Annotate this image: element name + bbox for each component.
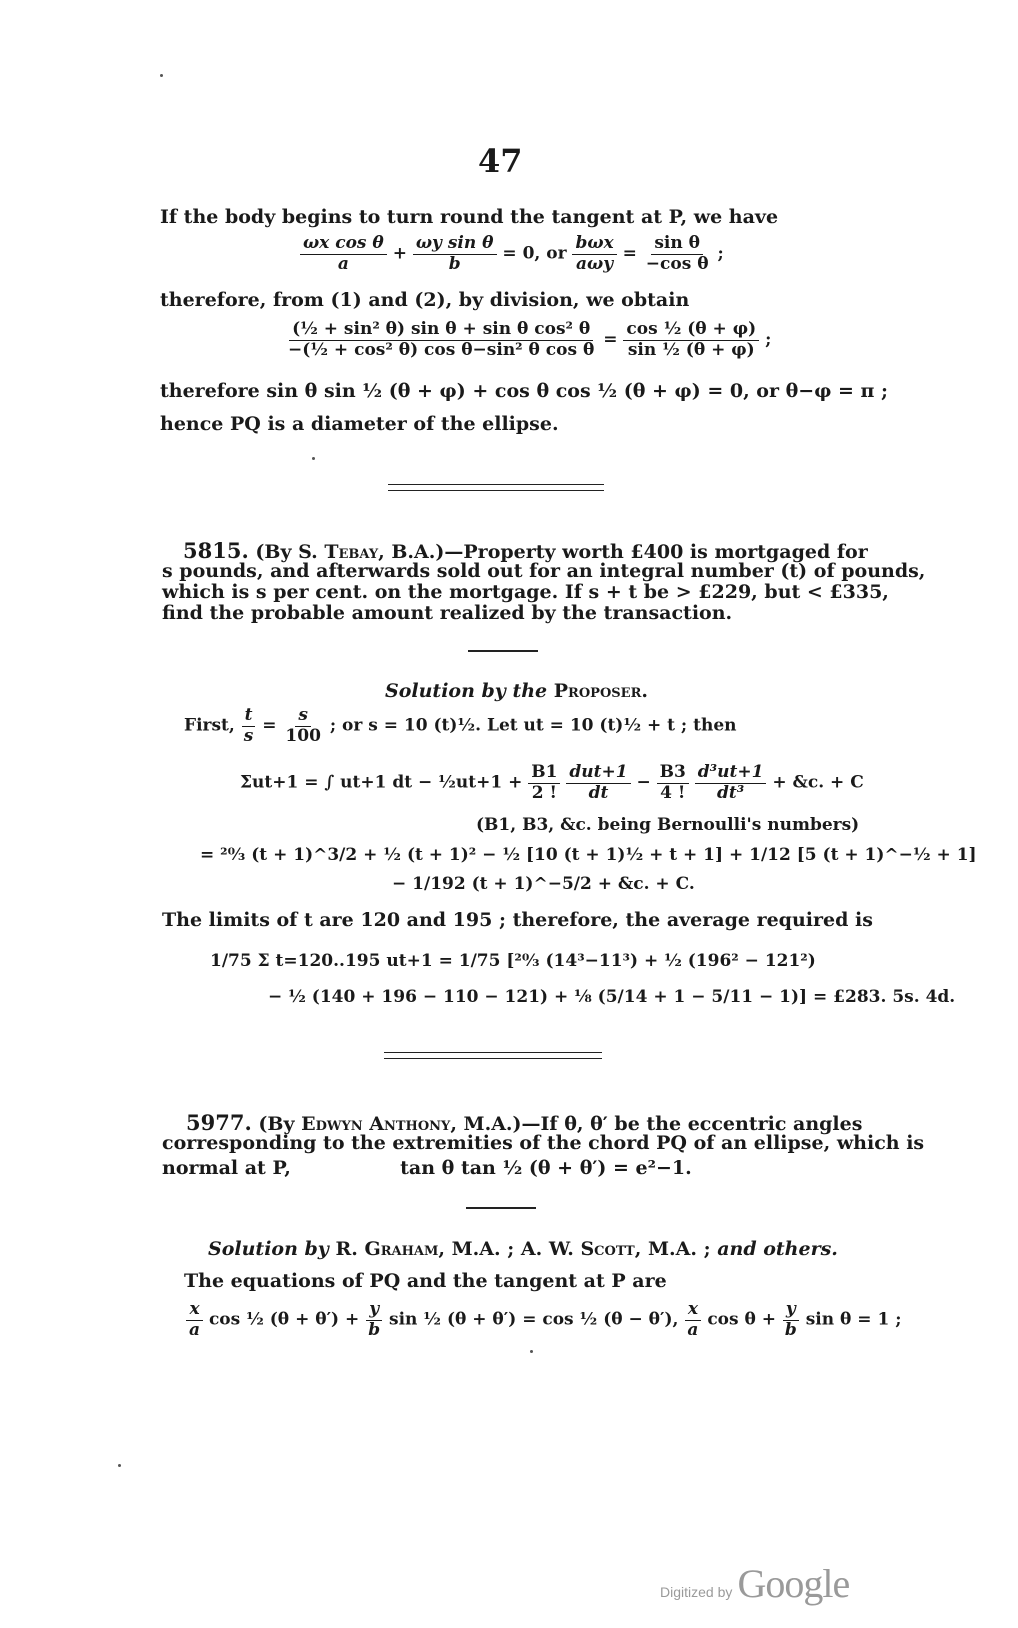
- top-line-2: therefore, from (1) and (2), by division, we obtain: [160, 289, 690, 311]
- fraction: $\frac{\text{(½ + sin² θ) sin θ + sin θ cos² θ}}{\text{−(½ + cos² θ) cos θ−sin² θ cos θ}}$: [288, 319, 595, 360]
- fraction: $\frac{y}{b}$: [368, 1299, 381, 1340]
- fraction: $\frac{x}{a}$: [186, 1300, 203, 1340]
- solution-5815-heading: Solution by the Proposer.: [385, 680, 648, 702]
- fraction: $\frac{t}{s}$: [241, 706, 257, 746]
- solution-5977-heading: Solution by R. Graham, M.A. ; A. W. Scott, M.A. ; and others.: [208, 1238, 838, 1260]
- google-watermark: [660, 1560, 849, 1607]
- fraction: $\frac{\text{ωx cos θ}}{a}$: [300, 234, 387, 274]
- question-5977-line-1: 5977. (By Edwyn Anthony, M.A.)—If θ, θ′ be the eccentric angles: [186, 1110, 863, 1135]
- solution-5815-line-4: = ²⁰⁄₃ (t + 1)^3/2 + ½ (t + 1)² − ½ [10 (t + 1)½ + t + 1] + 1/12 [5 (t + 1)^−½ + 1]: [200, 845, 977, 865]
- solution-5815-line-3: (B1, B3, &c. being Bernoulli's numbers): [476, 815, 860, 835]
- question-5815-line-1: 5815. (By S. Tebay, B.A.)—Property worth £400 is mortgaged for: [183, 538, 868, 563]
- print-speck: [118, 1464, 121, 1467]
- fraction: $\frac{\text{dut+1}}{dt}$: [566, 763, 630, 803]
- top-line-3: therefore sin θ sin ½ (θ + φ) + cos θ cos ½ (θ + φ) = 0, or θ−φ = π ;: [160, 380, 889, 402]
- fraction: $\frac{y}{b}$: [784, 1299, 797, 1340]
- solution-5815-line-5: − 1/192 (t + 1)^−5/2 + &c. + C.: [392, 874, 695, 894]
- question-number: 5815.: [183, 538, 249, 563]
- page-number: 47: [478, 142, 523, 180]
- question-5815-line-2: s pounds, and afterwards sold out for an integral number (t) of pounds,: [162, 560, 926, 582]
- solution-5977-line-2: $\frac{x}{a}$ cos ½ (θ + θ′) + $\frac{y}{b}$ sin ½ (θ + θ′) = cos ½ (θ − θ′), $\frac{x}{a}$ cos θ + $\frac{y}{b}$ sin θ = 1 ;: [186, 1300, 901, 1340]
- question-5815-line-3: which is s per cent. on the mortgage. If s + t be > £229, but < £335,: [162, 581, 889, 603]
- top-equation-1: $\frac{\text{ωx cos θ}}{a}$ + $\frac{\text{ωy sin θ}}{b}$ = 0, or $\frac{\text{bωx}}{\text{aωy}}$ = $\frac{\text{sin θ}}{\text{−cos θ}}$ ;: [300, 234, 724, 274]
- top-line-4: hence PQ is a diameter of the ellipse.: [160, 413, 559, 435]
- solution-5815-line-1: First, $\frac{t}{s}$ = $\frac{s}{100}$ ; or s = 10 (t)½. Let ut = 10 (t)½ + t ; then: [184, 705, 737, 746]
- section-divider: [388, 484, 604, 491]
- fraction: $\frac{\text{ωy sin θ}}{b}$: [413, 234, 497, 274]
- watermark-caption: Digitized by: [660, 1584, 733, 1600]
- fraction: $\frac{s}{100}$: [285, 705, 321, 746]
- fraction: $\frac{B1}{2 !}$: [528, 763, 560, 803]
- fraction: $\frac{\text{bωx}}{\text{aωy}}$: [572, 234, 616, 274]
- print-speck: [160, 74, 163, 77]
- print-speck: [312, 457, 315, 460]
- fraction: $\frac{B3}{4 !}$: [657, 763, 689, 803]
- solution-5815-line-7: 1/75 Σ t=120..195 ut+1 = 1/75 [²⁰⁄₃ (14³−11³) + ½ (196² − 121²): [210, 951, 816, 971]
- fraction: $\frac{\text{sin θ}}{\text{−cos θ}}$: [645, 233, 709, 274]
- solution-5815-line-6: The limits of t are 120 and 195 ; therefore, the average required is: [162, 909, 873, 931]
- author-name: Tebay: [324, 541, 379, 563]
- print-speck: [530, 1350, 533, 1353]
- short-divider: [468, 650, 538, 652]
- fraction: $\frac{\text{d³ut+1}}{\text{dt³}}$: [695, 763, 767, 803]
- question-number: 5977.: [186, 1110, 252, 1135]
- question-5977-line-2: corresponding to the extremities of the chord PQ of an ellipse, which is: [162, 1132, 925, 1154]
- question-5977-line-3: normal at P, tan θ tan ½ (θ + θ′) = e²−1.: [162, 1157, 692, 1179]
- top-equation-2: $\frac{\text{(½ + sin² θ) sin θ + sin θ cos² θ}}{\text{−(½ + cos² θ) cos θ−sin² θ cos θ}}$ = $\frac{\text{cos ½ (θ + φ)}}{\text{sin ½ (θ + φ)}}$ ;: [285, 320, 771, 360]
- short-divider: [466, 1207, 536, 1209]
- top-line-1: If the body begins to turn round the tangent at P, we have: [160, 206, 779, 228]
- solution-5815-line-8: − ½ (140 + 196 − 110 − 121) + ⅛ (5/14 + 1 − 5/11 − 1)] = £283. 5s. 4d.: [268, 987, 956, 1007]
- solution-5977-line-1: The equations of PQ and the tangent at P are: [184, 1270, 667, 1292]
- question-5815-line-4: find the probable amount realized by the transaction.: [162, 602, 733, 624]
- google-logo: Google: [737, 1561, 850, 1606]
- fraction: $\frac{\text{cos ½ (θ + φ)}}{\text{sin ½ (θ + φ)}}$: [623, 320, 759, 360]
- section-divider: [384, 1052, 602, 1059]
- author-name: Edwyn Anthony: [301, 1113, 451, 1135]
- fraction: $\frac{x}{a}$: [684, 1300, 701, 1340]
- solution-5815-line-2: Σut+1 = ∫ ut+1 dt − ½ut+1 + $\frac{B1}{2 !}$ $\frac{\text{dut+1}}{dt}$ − $\frac{B3}{4 !}$ $\frac{\text{d³ut+1}}{\text{dt³}}$ + &c. + C: [240, 762, 864, 803]
